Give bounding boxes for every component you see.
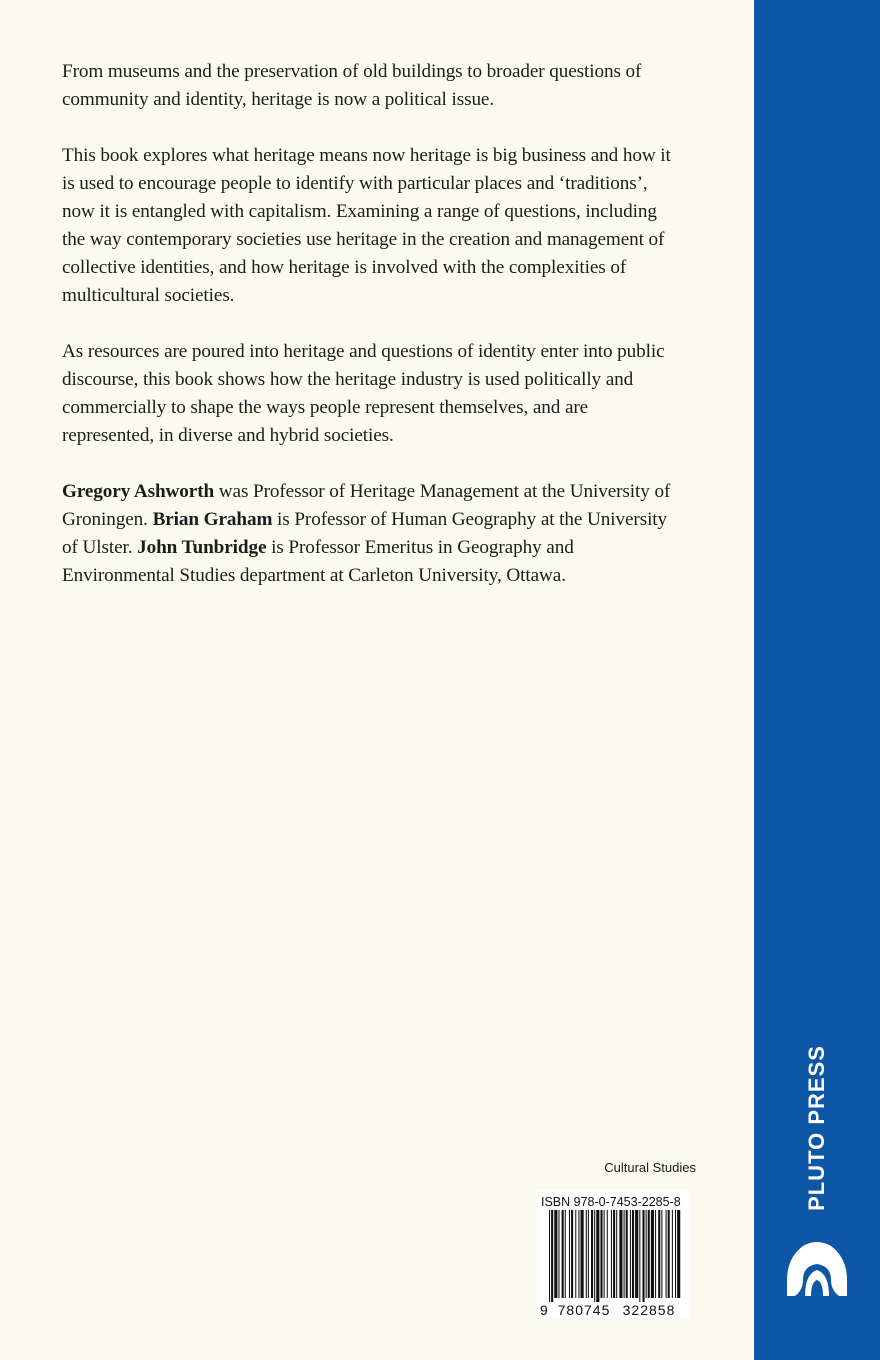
barcode-bar (630, 1210, 631, 1298)
author-bio-tunbridge: is Professor Emeritus in Geography and Environmental Studies department at Carleton University, Ottawa. (62, 537, 574, 586)
barcode-bar (596, 1210, 599, 1302)
blurb-paragraph-1: From museums and the preservation of old buildings to broader questions of community and identity, heritage is now a political issue. (62, 61, 642, 110)
barcode-bar (604, 1210, 605, 1298)
barcode-bar (565, 1210, 566, 1298)
barcode-bar (668, 1210, 670, 1298)
barcode-bar (648, 1210, 650, 1298)
barcode-left-digits: 780745 (557, 1302, 611, 1318)
barcode-bar (651, 1210, 654, 1298)
isbn-label: ISBN 978-0-7453-2285-8 (541, 1195, 681, 1209)
barcode-graphic (537, 1190, 689, 1318)
barcode-bar (588, 1210, 589, 1298)
barcode-bar (672, 1210, 673, 1298)
author-name-graham: Brian Graham (152, 509, 273, 530)
barcode-bar (569, 1210, 570, 1298)
author-bio-ashworth: was Professor of Heritage Management at the University of Groningen. (62, 481, 671, 530)
author-bio-graham: is Professor of Human Geography at the University of Ulster. (62, 509, 668, 558)
barcode-bar (594, 1210, 595, 1302)
barcode-bar (554, 1210, 557, 1298)
barcode-lead-digit: 9 (540, 1302, 548, 1318)
barcode-bar (591, 1210, 593, 1298)
barcode-bar (611, 1210, 612, 1298)
barcode-bar (619, 1210, 622, 1298)
barcode-bar (639, 1210, 640, 1302)
barcode-bar (600, 1210, 602, 1298)
pluto-press-logo-icon (785, 1240, 849, 1298)
author-name-tunbridge: John Tunbridge (137, 537, 267, 558)
barcode-bar (635, 1210, 638, 1298)
barcode-bar (677, 1210, 680, 1298)
barcode-bar (613, 1210, 615, 1298)
barcode-bar (586, 1210, 587, 1298)
barcode-bars (549, 1210, 680, 1302)
barcode-bar (616, 1210, 617, 1298)
blurb-text (62, 58, 674, 618)
barcode-bar (558, 1210, 559, 1298)
author-name-ashworth: Gregory Ashworth (62, 481, 215, 502)
barcode-bar (581, 1210, 584, 1298)
barcode-bar (626, 1210, 628, 1298)
blurb-paragraph-2: This book explores what heritage means now heritage is big business and how it is used to encourage people to identify with particular places and ‘traditions’, now it is entangled with capitalism. Examining a range of questions, including the way contemporary societies use heritage in the creation and management of collective identities, and how heritage is involved with the complexities of multicultural societies. (62, 145, 671, 306)
blurb-paragraph-3: As resources are poured into heritage and questions of identity enter into public discourse, this book shows how the heritage industry is used politically and commercially to shape the ways people represent themselves, and are represented, in diverse and hybrid societies. (62, 341, 665, 446)
barcode-bar (642, 1210, 644, 1302)
barcode-bar (655, 1210, 656, 1298)
barcode-bar (551, 1210, 553, 1302)
barcode-bar (607, 1210, 608, 1298)
category-label: Cultural Studies (604, 1160, 696, 1175)
barcode-bar (666, 1210, 667, 1298)
barcode-bar (658, 1210, 660, 1298)
barcode-bar (549, 1210, 550, 1302)
barcode-bar (661, 1210, 662, 1298)
barcode-bar (571, 1210, 573, 1298)
barcode-bar (575, 1210, 576, 1298)
publisher-name: PLUTO PRESS (804, 1045, 829, 1211)
barcode-right-digits: 322858 (622, 1302, 676, 1318)
isbn-barcode (537, 1190, 689, 1318)
barcode-bar (562, 1210, 564, 1298)
author-bios (62, 478, 674, 590)
barcode-bar (675, 1210, 676, 1298)
barcode-bar (646, 1210, 647, 1298)
barcode-bar (632, 1210, 634, 1298)
barcode-bar (624, 1210, 625, 1298)
barcode-bar (578, 1210, 579, 1298)
